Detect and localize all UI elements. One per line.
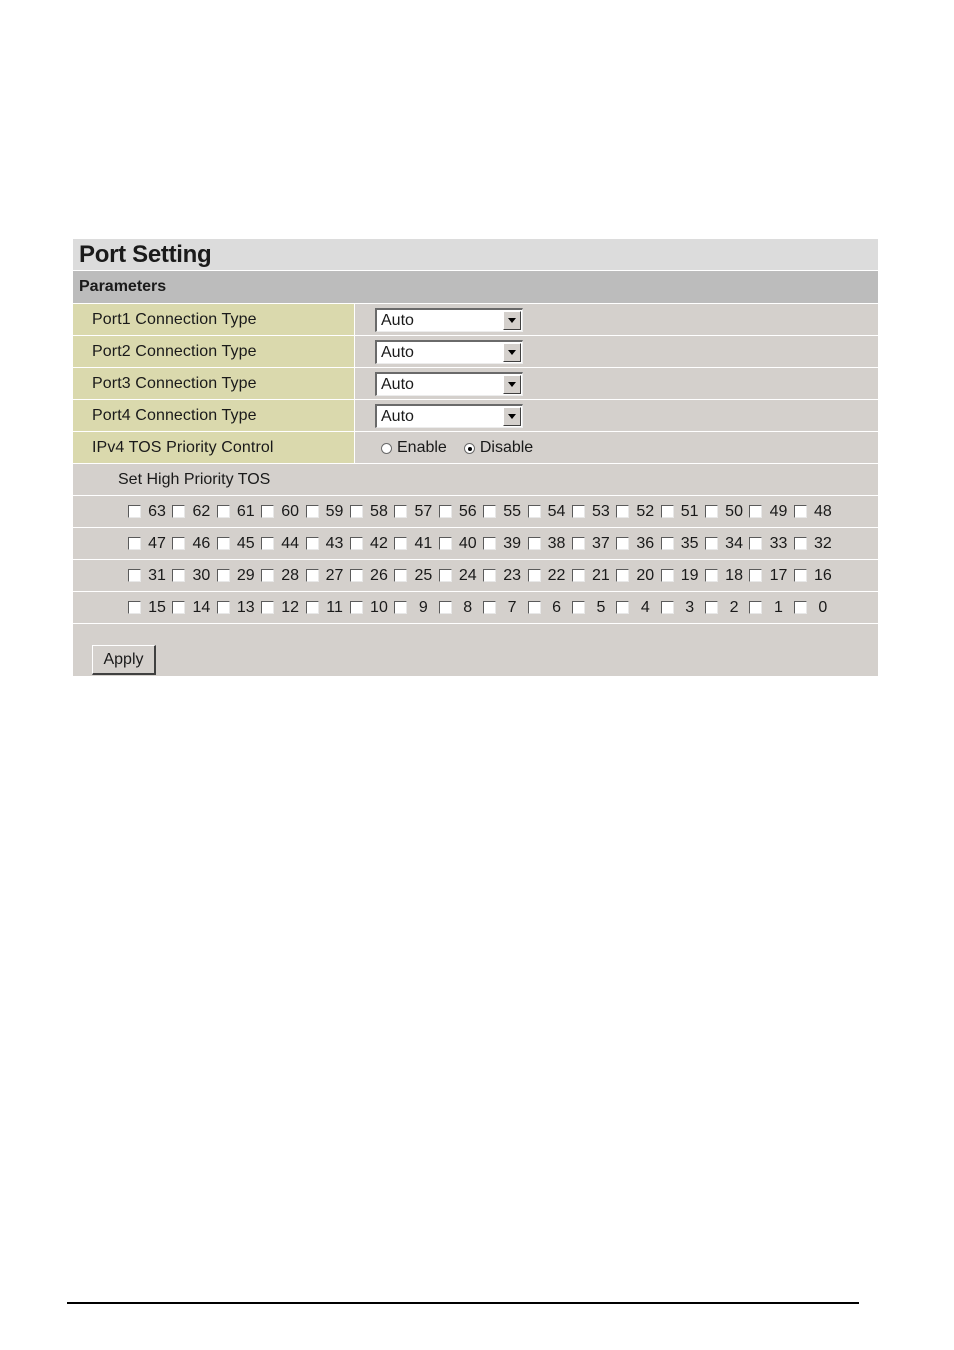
port4-connection-select[interactable] [375,404,523,428]
tos-checkbox-item [749,496,793,528]
tos-checkbox-label: 15 [148,598,166,616]
tos-checkbox-label: 8 [463,598,473,616]
tos-checkbox[interactable] [350,601,363,614]
tos-checkbox-item [394,496,438,528]
tos-checkbox[interactable] [749,537,762,550]
tos-checkbox-label: 44 [281,534,300,552]
port2-label: Port2 Connection Type [73,336,355,367]
tos-checkbox-label: 9 [418,598,428,616]
tos-checkbox-label: 3 [685,598,695,616]
tos-checkbox[interactable] [439,569,452,582]
tos-control-label: IPv4 TOS Priority Control [73,432,355,463]
port1-connection-select[interactable] [375,308,523,332]
port4-select-value: Auto [381,408,414,425]
tos-checkbox-item [483,528,527,560]
page-title: Port Setting [73,239,878,271]
tos-checkbox-item [217,496,261,528]
tos-checkbox-label: 54 [547,502,566,520]
tos-checkbox[interactable] [261,537,274,550]
tos-checkbox-item [483,560,527,592]
tos-checkbox-item [172,560,216,592]
tos-checkbox-label: 33 [769,534,788,552]
tos-checkbox[interactable] [306,537,319,550]
tos-checkbox-label: 13 [236,598,255,616]
tos-checkbox-item [439,560,483,592]
tos-checkbox[interactable] [217,537,230,550]
tos-checkbox-label: 12 [281,598,300,616]
tos-checkbox-label: 47 [148,534,166,552]
tos-checkbox[interactable] [128,537,141,550]
tos-checkbox[interactable] [794,569,807,582]
tos-checkbox[interactable] [128,505,141,518]
tos-checkbox-item [528,496,572,528]
tos-checkbox-row [73,592,878,624]
tos-checkbox-item [350,592,394,624]
tos-checkbox-label: 57 [414,502,433,520]
tos-checkbox[interactable] [350,537,363,550]
tos-checkbox-label: 30 [192,566,211,584]
tos-checkbox-item [572,560,616,592]
tos-checkbox-item [394,560,438,592]
tos-checkbox-label: 20 [636,566,655,584]
tos-checkbox-label: 41 [414,534,433,552]
tos-checkbox[interactable] [350,505,363,518]
tos-checkbox[interactable] [172,505,185,518]
tos-checkbox-item [261,560,305,592]
tos-checkbox-row [73,496,878,528]
tos-checkbox-label: 21 [592,566,610,584]
tos-checkbox-row [73,560,878,592]
tos-checkbox[interactable] [572,601,585,614]
tos-checkbox[interactable] [483,601,496,614]
tos-control-row [73,432,878,464]
port4-row [73,400,878,432]
tos-checkbox-item [261,528,305,560]
tos-checkbox-item [350,528,394,560]
tos-checkbox[interactable] [306,601,319,614]
tos-checkbox-label: 50 [725,502,743,520]
tos-checkbox-label: 63 [148,502,166,520]
tos-checkbox-item [705,528,749,560]
chevron-down-icon[interactable] [503,311,521,330]
tos-checkbox-item [261,592,305,624]
tos-checkbox-item [394,528,438,560]
tos-checkbox[interactable] [439,601,452,614]
tos-checkbox-label: 17 [769,566,788,584]
tos-checkbox-label: 22 [547,566,566,584]
tos-checkbox-item [572,496,616,528]
port3-connection-select[interactable] [375,372,523,396]
tos-checkbox[interactable] [394,569,407,582]
section-header-parameters: Parameters [73,271,878,304]
tos-checkbox-item [794,592,838,624]
tos-checkbox[interactable] [394,537,407,550]
tos-checkbox-item [128,592,172,624]
tos-checkbox[interactable] [439,537,452,550]
tos-checkbox-label: 61 [236,502,255,520]
enable-radio-label[interactable]: Enable [397,439,447,456]
tos-checkbox[interactable] [749,505,762,518]
port1-label: Port1 Connection Type [73,304,355,335]
tos-checkbox-item [661,560,705,592]
tos-checkbox-item [172,528,216,560]
tos-checkbox-label: 58 [370,502,388,520]
tos-checkbox-label: 26 [370,566,388,584]
tos-checkbox[interactable] [528,505,541,518]
tos-checkbox[interactable] [572,537,585,550]
tos-checkbox[interactable] [705,569,718,582]
tos-checkbox-label: 28 [281,566,300,584]
tos-checkbox-item [128,528,172,560]
tos-checkbox[interactable] [661,537,674,550]
tos-checkbox-item [483,592,527,624]
tos-checkbox[interactable] [528,569,541,582]
disable-radio-label[interactable]: Disable [479,439,534,456]
tos-checkbox-label: 7 [507,598,517,616]
tos-checkbox[interactable] [749,601,762,614]
tos-checkbox-item [128,560,172,592]
tos-checkbox-label: 25 [414,566,433,584]
apply-button[interactable]: Apply [92,645,156,675]
tos-checkbox[interactable] [794,601,807,614]
tos-checkbox[interactable] [572,569,585,582]
tos-checkbox-item [616,560,660,592]
tos-checkbox[interactable] [616,569,629,582]
tos-checkbox-label: 37 [592,534,610,552]
tos-checkbox[interactable] [483,505,496,518]
tos-checkbox-item [217,560,261,592]
tos-checkbox-row [73,528,878,560]
tos-checkbox-item [528,528,572,560]
tos-checkbox-item [306,560,350,592]
tos-checkbox[interactable] [705,537,718,550]
tos-checkbox-item [794,560,838,592]
tos-checkbox-label: 10 [370,598,388,616]
port3-row [73,368,878,400]
tos-checkbox-item [172,592,216,624]
tos-checkbox-item [350,496,394,528]
tos-checkbox-label: 18 [725,566,743,584]
tos-checkbox[interactable] [261,505,274,518]
tos-checkbox[interactable] [394,505,407,518]
tos-checkbox[interactable] [306,505,319,518]
port2-select-value: Auto [381,344,414,361]
tos-checkbox[interactable] [705,601,718,614]
tos-checkbox[interactable] [794,537,807,550]
tos-checkbox-label: 23 [503,566,522,584]
tos-checkbox-label: 5 [596,598,606,616]
port1-row [73,304,878,336]
tos-checkbox-item [439,496,483,528]
tos-checkbox[interactable] [483,537,496,550]
tos-checkbox[interactable] [439,505,452,518]
tos-checkbox-item [616,496,660,528]
tos-checkbox-label: 38 [547,534,566,552]
tos-checkbox[interactable] [661,601,674,614]
tos-checkbox-label: 0 [818,598,828,616]
tos-checkbox-label: 39 [503,534,522,552]
tos-checkbox-label: 14 [192,598,211,616]
tos-checkbox[interactable] [616,537,629,550]
tos-checkbox-label: 6 [552,598,561,616]
tos-checkbox-label: 59 [325,502,344,520]
tos-checkbox-label: 56 [458,502,477,520]
chevron-down-icon[interactable] [503,375,521,394]
tos-checkbox-item [439,592,483,624]
tos-checkbox-item [217,592,261,624]
tos-checkbox[interactable] [350,569,363,582]
tos-checkbox-label: 34 [725,534,743,552]
tos-checkbox-label: 31 [148,566,166,584]
tos-control-radio-group [381,432,533,464]
tos-checkbox-item [528,560,572,592]
tos-checkbox-item [350,560,394,592]
tos-checkbox-item [794,496,838,528]
port4-label: Port4 Connection Type [73,400,355,431]
tos-checkbox-label: 27 [325,566,344,584]
tos-checkbox-item [705,560,749,592]
tos-checkbox-item [661,592,705,624]
tos-checkbox-item [661,528,705,560]
tos-checkbox[interactable] [528,601,541,614]
tos-checkbox-item [261,496,305,528]
tos-checkbox-item [661,496,705,528]
tos-checkbox-item [572,592,616,624]
tos-checkbox-label: 16 [813,566,832,584]
tos-checkbox-item [483,496,527,528]
port2-row [73,336,878,368]
tos-checkbox-label: 40 [458,534,477,552]
tos-checkbox-label: 24 [458,566,477,584]
port3-select-value: Auto [381,376,414,393]
port3-label: Port3 Connection Type [73,368,355,399]
tos-checkbox[interactable] [794,505,807,518]
tos-checkbox-label: 60 [281,502,300,520]
tos-checkbox[interactable] [394,601,407,614]
high-priority-tos-label: Set High Priority TOS [73,464,878,496]
tos-checkbox-item [306,528,350,560]
tos-checkbox-label: 2 [729,598,739,616]
tos-checkbox-label: 43 [325,534,344,552]
tos-checkbox-label: 46 [192,534,211,552]
tos-checkbox[interactable] [616,601,629,614]
tos-checkbox-label: 55 [503,502,522,520]
tos-checkbox[interactable] [128,601,141,614]
tos-checkbox-item [172,496,216,528]
tos-checkbox-label: 11 [326,598,343,616]
tos-checkbox-label: 51 [680,502,699,520]
tos-checkbox-label: 45 [236,534,255,552]
tos-checkbox-item [528,592,572,624]
chevron-down-icon[interactable] [503,407,521,426]
tos-checkbox-label: 19 [680,566,699,584]
tos-checkbox-label: 52 [636,502,655,520]
tos-checkbox-label: 48 [813,502,832,520]
tos-checkbox-label: 49 [769,502,788,520]
tos-checkbox-item [616,592,660,624]
tos-checkbox[interactable] [616,505,629,518]
tos-checkbox-label: 32 [813,534,832,552]
tos-checkbox[interactable] [572,505,585,518]
tos-checkbox-label: 42 [370,534,388,552]
tos-checkbox-item [705,496,749,528]
tos-checkbox[interactable] [217,569,230,582]
tos-checkbox[interactable] [306,569,319,582]
disable-radio[interactable] [464,443,475,454]
tos-checkbox-label: 62 [192,502,211,520]
enable-radio[interactable] [381,443,392,454]
tos-checkbox[interactable] [749,569,762,582]
tos-checkbox-label: 1 [774,598,783,616]
tos-checkbox[interactable] [705,505,718,518]
tos-checkbox-item [616,528,660,560]
port1-select-value: Auto [381,312,414,329]
tos-checkbox-item [394,592,438,624]
tos-checkbox-item [749,528,793,560]
tos-checkbox-item [749,560,793,592]
tos-checkbox-item [572,528,616,560]
tos-checkbox-item [217,528,261,560]
tos-checkbox[interactable] [217,601,230,614]
tos-checkbox[interactable] [128,569,141,582]
apply-row [73,624,878,676]
tos-checkbox-item [705,592,749,624]
tos-checkbox-item [794,528,838,560]
tos-checkbox[interactable] [217,505,230,518]
tos-checkbox-label: 35 [680,534,699,552]
tos-checkbox[interactable] [661,569,674,582]
tos-checkbox-label: 53 [592,502,610,520]
tos-checkbox[interactable] [261,601,274,614]
tos-checkbox-item [128,496,172,528]
tos-checkbox-item [749,592,793,624]
tos-checkbox-item [439,528,483,560]
tos-checkbox-label: 36 [636,534,655,552]
tos-checkbox[interactable] [261,569,274,582]
tos-checkbox[interactable] [172,569,185,582]
footer-divider [67,1302,859,1304]
port-setting-panel [73,239,878,676]
tos-checkbox[interactable] [528,537,541,550]
tos-checkbox-label: 29 [236,566,255,584]
tos-checkbox[interactable] [483,569,496,582]
tos-checkbox-label: 4 [640,598,650,616]
tos-checkbox[interactable] [661,505,674,518]
tos-checkbox-item [306,496,350,528]
tos-checkbox[interactable] [172,537,185,550]
chevron-down-icon[interactable] [503,343,521,362]
port2-connection-select[interactable] [375,340,523,364]
tos-checkbox[interactable] [172,601,185,614]
tos-checkbox-item [306,592,350,624]
